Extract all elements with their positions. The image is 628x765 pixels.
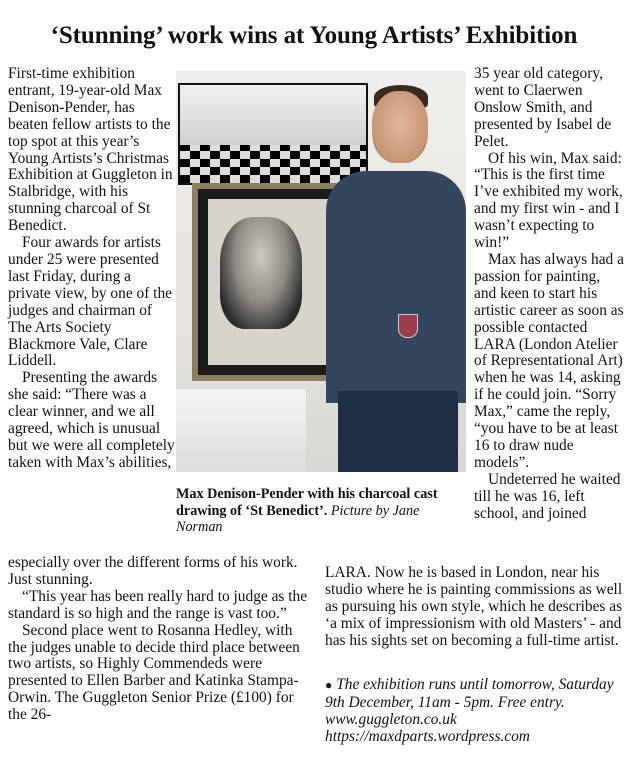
exhibition-info [325, 676, 625, 745]
paragraph: Undeterred he waited till he was 16, left school, and joined [474, 470, 621, 522]
article-lower-right [325, 565, 625, 650]
paragraph: Four awards for artists under 25 were presented last Friday, during a private view, by one of the judges and chairman of The Arts Society Blackmore Vale, Clare Liddell. [8, 234, 172, 370]
paragraph: Second place went to Rosanna Hedley, with the judges unable to decide third place between two artists, so Highly Commendeds were presented to Ellen Barber and Katinka Stampa-Orwin. The Guggleton Senior Prize (£100) for the 26- [8, 621, 300, 724]
info-text: The exhibition runs until tomorrow, Saturday 9th December, 11am - 5pm. Free entry. www.guggleton.co.uk https://maxdparts.wordpress.com [325, 676, 614, 745]
article-left-column [8, 66, 176, 472]
paragraph: 35 year old category, went to Claerwen Onslow Smith, and presented by Isabel de Pelet. [474, 65, 612, 150]
caption-text: Max Denison-Pender with his charcoal cast drawing of ‘St Benedict’. [176, 486, 438, 519]
paragraph: Of his win, Max said: “This is the first time I’ve exhibited my work, and my first win - and I wasn’t expecting to win!” [474, 149, 623, 252]
paragraph: LARA. Now he is based in London, near his studio where he is painting commissions as well as pursuing his own style, which he describes as ‘a mix of impressionism with old Masters’ - and has his sights set on becoming a full-time artist. [325, 564, 623, 649]
paragraph: First-time exhibition entrant, 19-year-old Max Denison-Pender, has beaten fellow artists to the top spot at this year’s Young Artists’s Christmas Exhibition at Guggleton in Stalbridge, with his stunning charcoal of St Benedict. [8, 65, 173, 235]
paragraph: “This year has been really hard to judge as the standard is so high and the range is vast too.” [8, 587, 308, 622]
paragraph: especially over the different forms of his work. Just stunning. [8, 554, 298, 588]
paragraph: Presenting the awards she said: “There was a clear winner, and we all agreed, which is unusual but we were all completely taken with Max’s abilities, [8, 369, 175, 471]
wine-glass [398, 314, 418, 338]
photo-caption [176, 486, 466, 536]
article-bottom-left [8, 555, 311, 724]
headline: ‘Stunning’ work wins at Young Artists’ Exhibition [50, 22, 578, 49]
caption-credit: Picture by Jane Norman [176, 502, 420, 535]
person [326, 171, 466, 403]
background-painting [178, 83, 368, 185]
article-right-column [474, 66, 626, 522]
bullet-icon: ● [325, 678, 333, 692]
article-photo [176, 71, 466, 472]
paragraph: Max has always had a passion for painting, and keen to start his artistic career as soon as possible contacted LARA (London Atelier of Representational Art) when he was 14, asking if he could join. “Sorry Max,” came the reply, “you have to be at least 16 to draw nude models”. [474, 250, 624, 471]
